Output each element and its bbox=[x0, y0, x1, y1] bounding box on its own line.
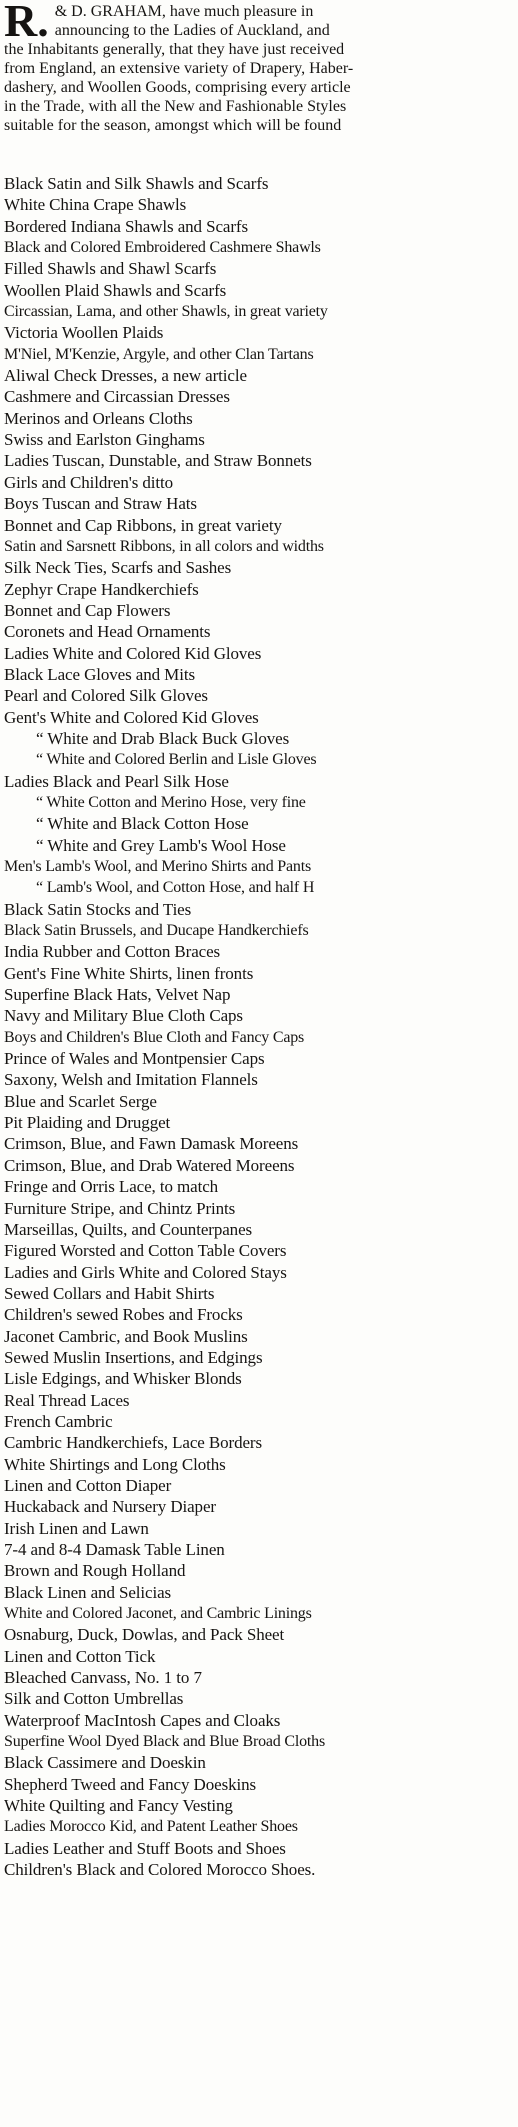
goods-item: Ladies Leather and Stuff Boots and Shoes bbox=[4, 1838, 286, 1858]
goods-item: Navy and Military Blue Cloth Caps bbox=[4, 1006, 243, 1026]
goods-item: Waterproof MacIntosh Capes and Cloaks bbox=[4, 1710, 281, 1730]
goods-item: Jaconet Cambric, and Book Muslins bbox=[4, 1326, 248, 1346]
goods-item: Pearl and Colored Silk Gloves bbox=[4, 686, 208, 706]
goods-item: Gent's Fine White Shirts, linen fronts bbox=[4, 963, 254, 983]
goods-item: Ladies Tuscan, Dunstable, and Straw Bonnets bbox=[4, 451, 312, 471]
goods-item: Sewed Muslin Insertions, and Edgings bbox=[4, 1347, 263, 1367]
advertisement-intro bbox=[4, 2, 516, 135]
intro-line: the Inhabitants generally, that they have just received bbox=[4, 41, 345, 58]
goods-item: India Rubber and Cotton Braces bbox=[4, 942, 221, 962]
goods-item: 7-4 and 8-4 Damask Table Linen bbox=[4, 1540, 225, 1559]
goods-item: Real Thread Laces bbox=[4, 1390, 130, 1410]
goods-item: Circassian, Lama, and other Shawls, in great variety bbox=[4, 303, 328, 321]
intro-line: dashery, and Woollen Goods, comprising every article bbox=[4, 79, 351, 96]
goods-item: Irish Linen and Lawn bbox=[4, 1518, 149, 1538]
intro-line: announcing to the Ladies of Auckland, and bbox=[54, 22, 330, 39]
goods-item: “ White and Black Cotton Hose bbox=[36, 814, 249, 834]
goods-item: Woollen Plaid Shawls and Scarfs bbox=[4, 280, 227, 300]
goods-item: Osnaburg, Duck, Dowlas, and Pack Sheet bbox=[4, 1625, 285, 1645]
goods-item: M'Niel, M'Kenzie, Argyle, and other Clan Tartans bbox=[4, 345, 314, 363]
goods-item: Coronets and Head Ornaments bbox=[4, 622, 211, 642]
goods-item: Saxony, Welsh and Imitation Flannels bbox=[4, 1070, 258, 1090]
goods-item: “ White and Colored Berlin and Lisle Gloves bbox=[36, 751, 317, 769]
goods-item: Superfine Black Hats, Velvet Nap bbox=[4, 985, 231, 1005]
intro-line: from England, an extensive variety of Drapery, Haber- bbox=[4, 60, 354, 77]
goods-item: Girls and Children's ditto bbox=[4, 472, 174, 492]
goods-item: Pit Plaiding and Drugget bbox=[4, 1113, 171, 1133]
goods-item: Filled Shawls and Shawl Scarfs bbox=[4, 259, 217, 279]
goods-item: Black and Colored Embroidered Cashmere Shawls bbox=[4, 239, 321, 257]
goods-item: Swiss and Earlston Ginghams bbox=[4, 430, 205, 450]
goods-item: Black Linen and Selicias bbox=[4, 1582, 172, 1602]
goods-item: Bordered Indiana Shawls and Scarfs bbox=[4, 216, 248, 236]
goods-item: Bonnet and Cap Flowers bbox=[4, 600, 171, 620]
goods-item: White China Crape Shawls bbox=[4, 195, 187, 215]
intro-line: & D. GRAHAM, have much pleasure in bbox=[54, 3, 314, 20]
goods-item: Figured Worsted and Cotton Table Covers bbox=[4, 1241, 287, 1261]
goods-item: Fringe and Orris Lace, to match bbox=[4, 1177, 219, 1197]
goods-list bbox=[4, 173, 516, 1881]
goods-item: White Shirtings and Long Cloths bbox=[4, 1454, 226, 1474]
goods-item: Aliwal Check Dresses, a new article bbox=[4, 366, 247, 386]
goods-item: Blue and Scarlet Serge bbox=[4, 1091, 157, 1111]
intro-line: in the Trade, with all the New and Fashionable Styles bbox=[4, 98, 347, 115]
goods-item: Silk and Cotton Umbrellas bbox=[4, 1689, 184, 1709]
goods-item: White and Colored Jaconet, and Cambric Linings bbox=[4, 1605, 312, 1623]
goods-item: “ Lamb's Wool, and Cotton Hose, and half H bbox=[36, 879, 315, 897]
goods-item: Black Satin Stocks and Ties bbox=[4, 899, 192, 919]
goods-item: Zephyr Crape Handkerchiefs bbox=[4, 579, 199, 599]
goods-item: Superfine Wool Dyed Black and Blue Broad Cloths bbox=[4, 1733, 325, 1751]
goods-item: Bleached Canvass, No. 1 to 7 bbox=[4, 1668, 202, 1688]
goods-item: Linen and Cotton Diaper bbox=[4, 1475, 172, 1495]
goods-item: Crimson, Blue, and Drab Watered Moreens bbox=[4, 1155, 295, 1175]
intro-line: suitable for the season, amongst which will be found bbox=[4, 117, 342, 134]
goods-item: Ladies Black and Pearl Silk Hose bbox=[4, 771, 229, 791]
goods-item: “ White and Grey Lamb's Wool Hose bbox=[36, 835, 286, 855]
goods-item: Huckaback and Nursery Diaper bbox=[4, 1497, 216, 1517]
goods-item: Silk Neck Ties, Scarfs and Sashes bbox=[4, 558, 232, 578]
goods-item: Linen and Cotton Tick bbox=[4, 1646, 156, 1666]
goods-item: Boys Tuscan and Straw Hats bbox=[4, 494, 197, 514]
goods-item: Furniture Stripe, and Chintz Prints bbox=[4, 1198, 236, 1218]
goods-item: Gent's White and Colored Kid Gloves bbox=[4, 707, 259, 727]
goods-item: Children's sewed Robes and Frocks bbox=[4, 1305, 243, 1325]
goods-item: French Cambric bbox=[4, 1411, 113, 1431]
goods-item: Black Cassimere and Doeskin bbox=[4, 1753, 206, 1773]
goods-item: Cambric Handkerchiefs, Lace Borders bbox=[4, 1433, 262, 1453]
goods-item: Black Satin and Silk Shawls and Scarfs bbox=[4, 174, 269, 193]
goods-item: “ White and Drab Black Buck Gloves bbox=[36, 728, 290, 748]
goods-item: Black Lace Gloves and Mits bbox=[4, 664, 195, 684]
goods-item: Cashmere and Circassian Dresses bbox=[4, 387, 230, 407]
goods-item: Merinos and Orleans Cloths bbox=[4, 408, 193, 428]
goods-item: Prince of Wales and Montpensier Caps bbox=[4, 1049, 265, 1069]
goods-item: Ladies and Girls White and Colored Stays bbox=[4, 1262, 287, 1282]
goods-item: Bonnet and Cap Ribbons, in great variety bbox=[4, 515, 282, 535]
goods-item: Shepherd Tweed and Fancy Doeskins bbox=[4, 1774, 257, 1794]
goods-item: Marseillas, Quilts, and Counterpanes bbox=[4, 1219, 253, 1239]
goods-item: Boys and Children's Blue Cloth and Fancy Caps bbox=[4, 1028, 305, 1046]
goods-item: Ladies White and Colored Kid Gloves bbox=[4, 643, 262, 663]
goods-item: Children's Black and Colored Morocco Shoes. bbox=[4, 1860, 316, 1880]
goods-item: Satin and Sarsnett Ribbons, in all colors and widths bbox=[4, 537, 324, 555]
goods-item: “ White Cotton and Merino Hose, very fine bbox=[36, 793, 306, 811]
goods-item: Lisle Edgings, and Whisker Blonds bbox=[4, 1369, 242, 1389]
goods-item: Black Satin Brussels, and Ducape Handkerchiefs bbox=[4, 922, 309, 940]
goods-item: Sewed Collars and Habit Shirts bbox=[4, 1283, 215, 1303]
goods-item: White Quilting and Fancy Vesting bbox=[4, 1796, 233, 1816]
goods-item: Victoria Woollen Plaids bbox=[4, 323, 164, 343]
goods-item: Brown and Rough Holland bbox=[4, 1561, 186, 1581]
goods-item: Ladies Morocco Kid, and Patent Leather Shoes bbox=[4, 1818, 298, 1836]
drop-cap-initial: R. bbox=[4, 0, 49, 46]
goods-item: Men's Lamb's Wool, and Merino Shirts and Pants bbox=[4, 858, 311, 875]
goods-item: Crimson, Blue, and Fawn Damask Moreens bbox=[4, 1134, 299, 1154]
